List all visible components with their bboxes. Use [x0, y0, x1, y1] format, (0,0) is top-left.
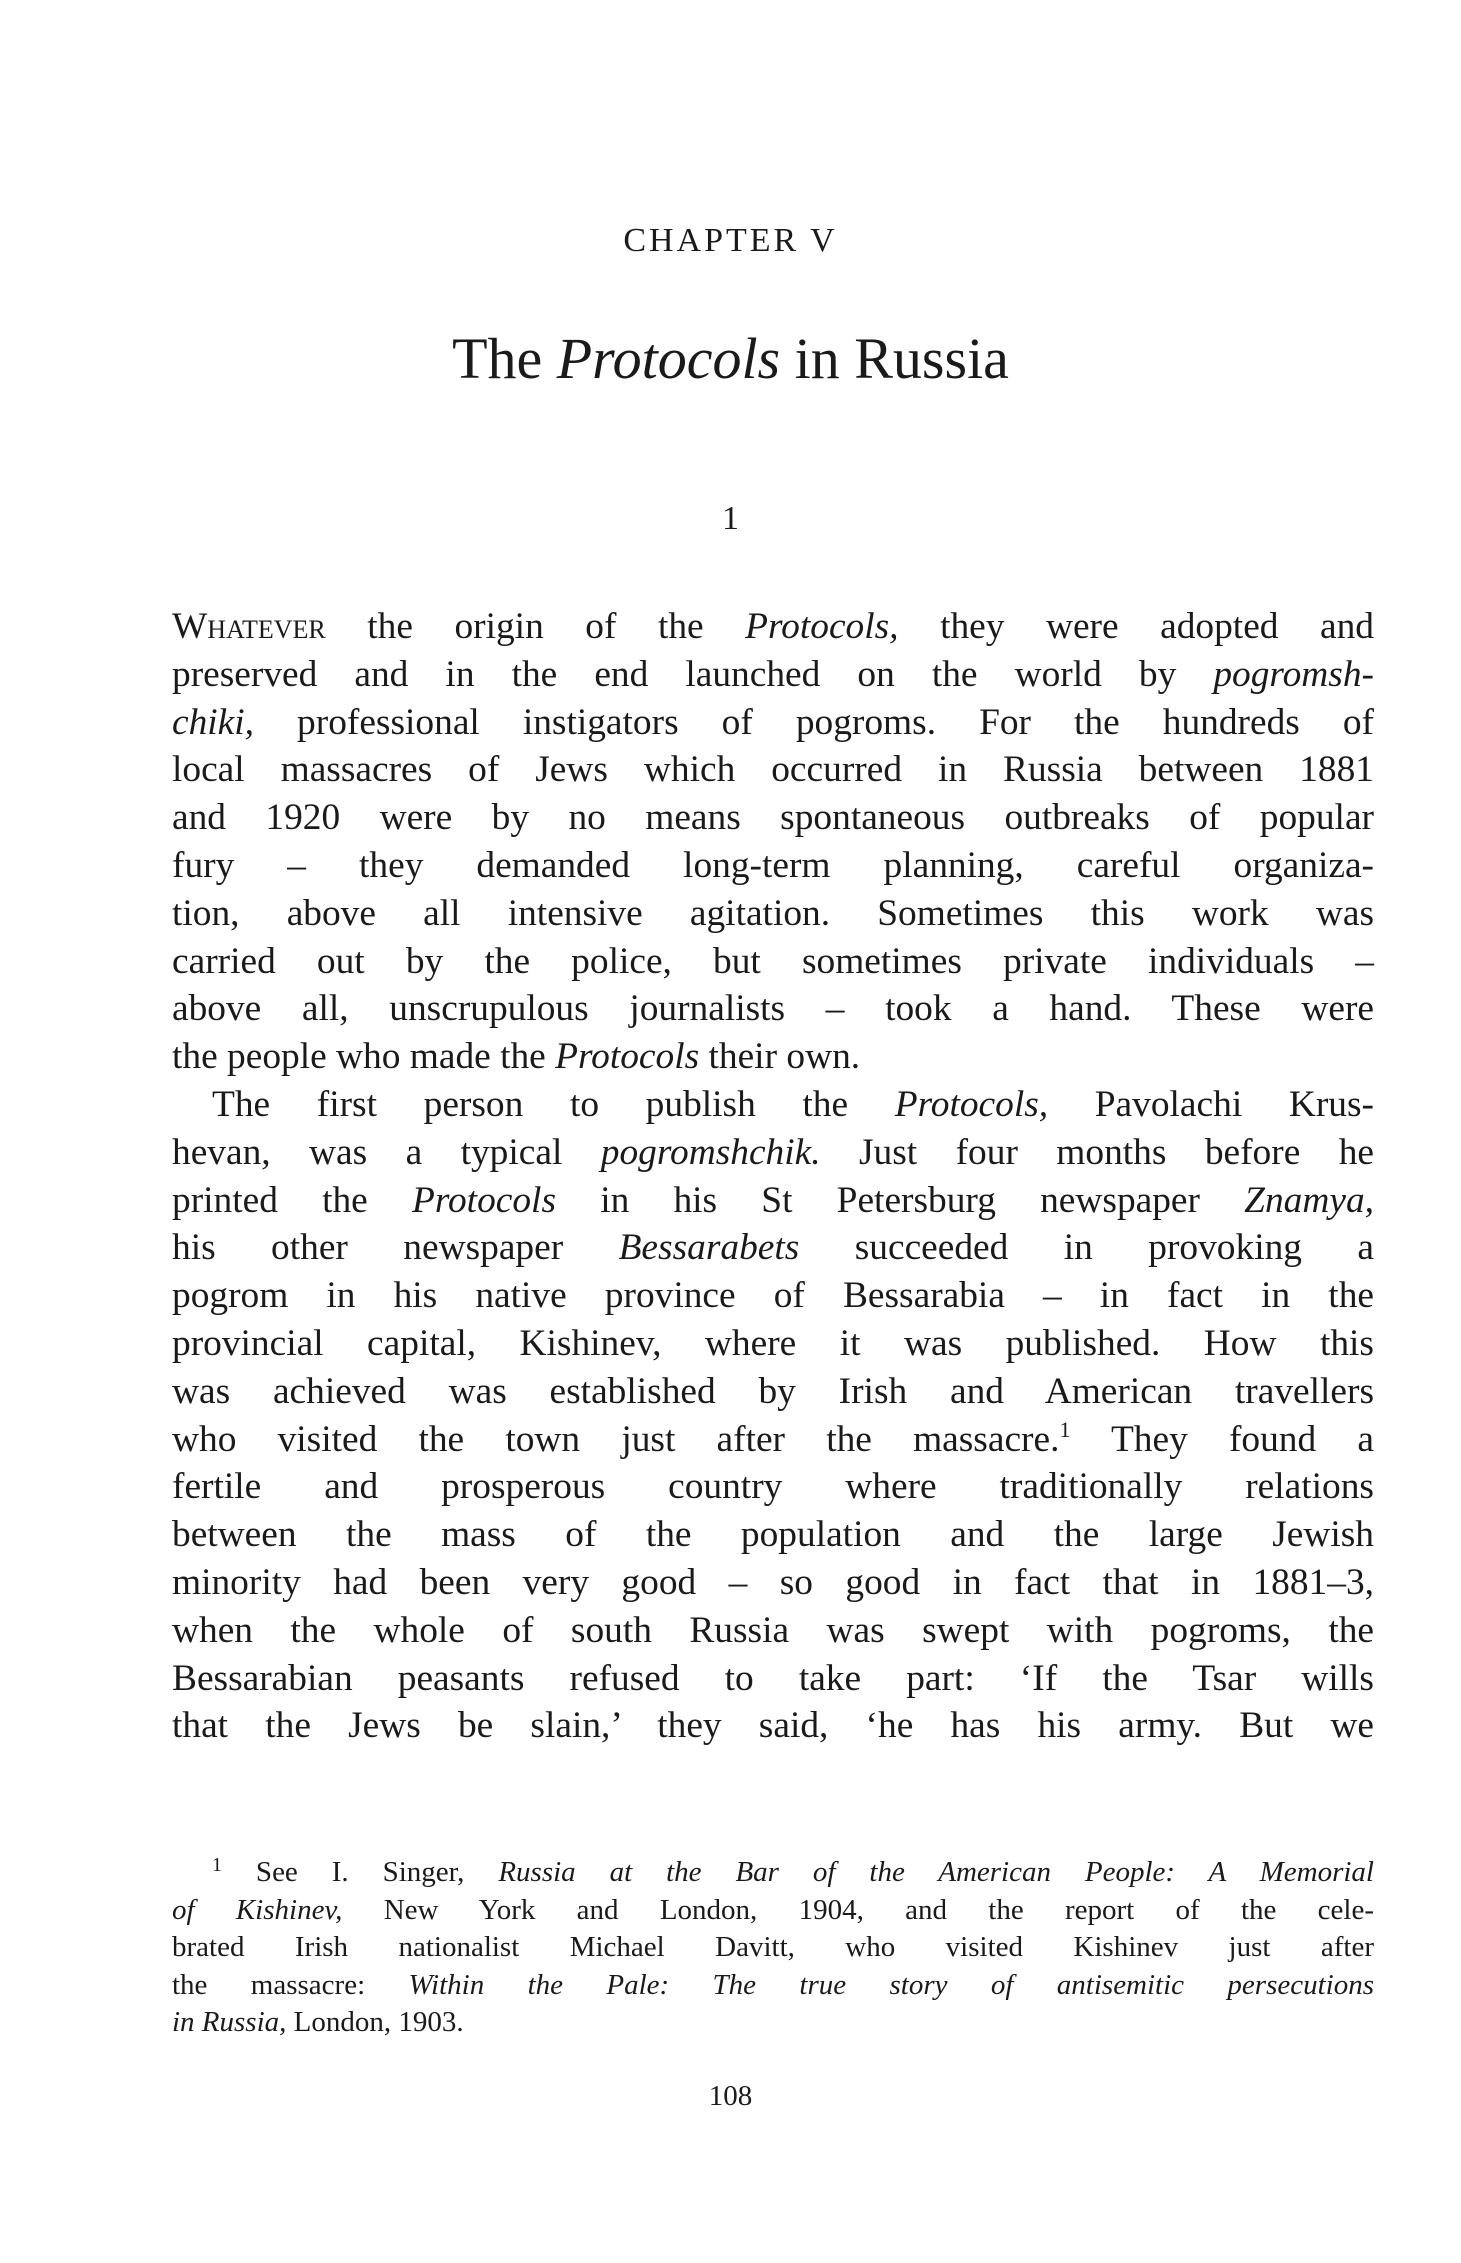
- text-line: [172, 1081, 1374, 1129]
- text-line: Bessarabian peasants refused to take part: ‘If the Tsar wills: [172, 1657, 1374, 1699]
- italic-run: Protocols: [411, 1179, 556, 1221]
- italic-run: Russia at the Bar of the American People: A Memorial: [498, 1856, 1374, 1888]
- text-line: fury – they demanded long-term planning, careful organiza-: [172, 844, 1374, 886]
- text-line: when the whole of south Russia was swept with pogroms, the: [172, 1609, 1374, 1651]
- text-line: [172, 699, 1374, 747]
- text-run: the massacre:: [172, 1968, 409, 2001]
- text-line: [172, 1177, 1374, 1225]
- text-line: [172, 1416, 1374, 1464]
- text-line: [172, 1224, 1374, 1272]
- text-line: pogrom in his native province of Bessarabia – in fact in the: [172, 1275, 1374, 1317]
- text-run: who visited the town just after the massacre.: [172, 1418, 1060, 1460]
- italic-run: Protocols,: [894, 1083, 1049, 1125]
- footnote-line: [172, 1854, 1374, 1892]
- chapter-title: [0, 325, 1461, 392]
- footnote-line: [172, 1967, 1374, 2005]
- section-number: 1: [722, 500, 739, 537]
- text-run: they were adopted and: [898, 606, 1374, 647]
- italic-run: Protocols: [555, 1036, 700, 1078]
- chapter-title-pre: The: [452, 326, 557, 391]
- text-run: his other newspaper: [172, 1227, 619, 1269]
- opening-small-caps: Whatever: [172, 606, 326, 647]
- text-line: provincial capital, Kishinev, where it was published. How this: [172, 1322, 1374, 1364]
- text-line: [172, 603, 1374, 651]
- text-run: their own.: [699, 1036, 861, 1078]
- page-number: 108: [708, 2080, 753, 2112]
- italic-run: of Kishinev,: [172, 1893, 343, 1926]
- italic-run: Within the Pale: The true story of antisemitic persecutions: [408, 1968, 1374, 2001]
- footnote-line: brated Irish nationalist Michael Davitt, who visited Kishinev just after: [172, 1931, 1374, 1963]
- text-run: succeeded in provoking a: [799, 1227, 1374, 1269]
- text-run: printed the: [172, 1179, 412, 1221]
- text-run: See I. Singer,: [222, 1856, 499, 1888]
- text-line: between the mass of the population and the large Jewish: [172, 1514, 1374, 1556]
- text-run: New York and London, 1904, and the report of the cele-: [342, 1893, 1374, 1926]
- text-line: above all, unscrupulous journalists – took a hand. These were: [172, 988, 1374, 1030]
- footnote-line: [172, 1892, 1374, 1930]
- chapter-label: CHAPTER V: [623, 222, 838, 259]
- text-run: Pavolachi Krus-: [1048, 1083, 1374, 1125]
- italic-run: Bessarabets: [618, 1227, 800, 1269]
- italic-run: Protocols,: [745, 606, 899, 647]
- text-line: and 1920 were by no means spontaneous outbreaks of popular: [172, 797, 1374, 839]
- text-line: that the Jews be slain,’ they said, ‘he has his army. But we: [172, 1705, 1374, 1747]
- text-run: Just four months before he: [820, 1131, 1374, 1173]
- body-text: [172, 603, 1374, 1750]
- text-line: minority had been very good – so good in fact that in 1881–3,: [172, 1561, 1374, 1603]
- italic-run: pogromsh-: [1213, 653, 1374, 695]
- text-run: preserved and in the end launched on the world by: [172, 653, 1214, 695]
- text-line: was achieved was established by Irish and American travellers: [172, 1370, 1374, 1412]
- footnote-number: 1: [212, 1854, 222, 1876]
- text-line: tion, above all intensive agitation. Sometimes this work was: [172, 892, 1374, 934]
- text-line: [172, 1033, 1374, 1081]
- italic-run: chiki,: [172, 701, 255, 743]
- chapter-title-post: in Russia: [780, 326, 1009, 391]
- text-line: local massacres of Jews which occurred in Russia between 1881: [172, 749, 1374, 791]
- text-line: carried out by the police, but sometimes private individuals –: [172, 940, 1374, 982]
- italic-run: pogromshchik.: [600, 1131, 821, 1173]
- text-run: in his St Petersburg newspaper: [556, 1179, 1245, 1221]
- footnote-marker: 1: [1059, 1416, 1071, 1442]
- text-run: professional instigators of pogroms. For the hundreds of: [254, 701, 1374, 743]
- text-run: hevan, was a typical: [172, 1131, 601, 1173]
- footnote-line: [172, 2004, 1374, 2042]
- chapter-title-italic: Protocols: [556, 326, 781, 391]
- text-run: the origin of the: [325, 606, 746, 647]
- text-run: They found a: [1070, 1418, 1374, 1460]
- text-line: [172, 651, 1374, 699]
- italic-run: Znamya,: [1244, 1179, 1374, 1221]
- footnote: [172, 1854, 1374, 2042]
- italic-run: in Russia,: [172, 2006, 287, 2038]
- text-line: fertile and prosperous country where traditionally relations: [172, 1466, 1374, 1508]
- text-run: The first person to publish the: [212, 1083, 895, 1125]
- text-run: the people who made the: [172, 1036, 556, 1078]
- text-run: London, 1903.: [286, 2006, 464, 2038]
- text-line: [172, 1129, 1374, 1177]
